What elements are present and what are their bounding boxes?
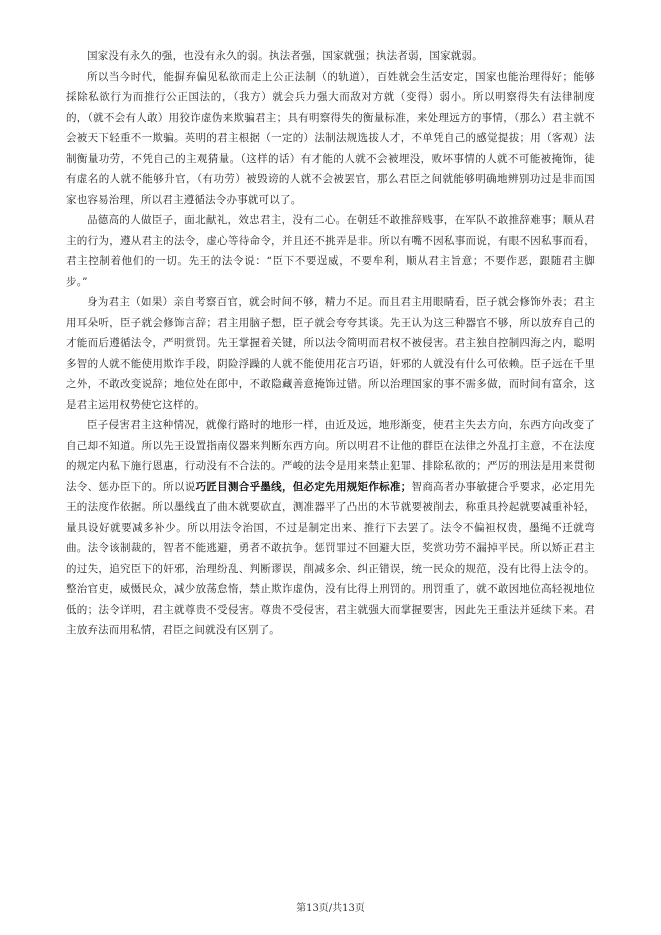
- paragraph-5-highlight: 巧匠目测合乎墨线，但必定先用规矩作标准；: [195, 480, 412, 493]
- paragraph-5: [66, 415, 595, 641]
- page-number-footer: 第13页/共13页: [296, 903, 365, 914]
- paragraph-2: 所以当今时代，能摒弃偏见私欲而走上公正法制（的轨道），百姓就会生活安定，国家也能治理得好；能够採除私欲行为而推行公正国法的，（我方）就会兵力强大而敌对方就（变得）弱小。所以明察得失有法律制度的，（就不会有人敢）用狡诈虚伪来欺骗君主；具有明察得失的衡量标准，来处理远方的事情，（那么）君主就不会被天下轻重不一欺骗。英明的君主根据（一定的）法制法规选拔人才，不单凭自己的感觉提拔；用（客观）法制衡量功劳，不凭自己的主观猜量。（这样的话）有才能的人就不会被埋没，败坏事情的人就不可能被掩饰，徒有虚名的人就不能够升官，（有功劳）被毁谤的人就不会被罢官，那么君臣之间就能够明确地辨别功过是非而国家也容易治理，所以君主遵循法令办事就可以了。: [66, 70, 595, 206]
- paragraph-5-text-before: 臣子侵害君主这种情况，就像行路时的地形一样，由近及远，地形渐变，使君主失去方向，东西方向改变了自己却不知道。所以先王设置指南仪器来判断东西方向。所以明君不让他的群臣在法律之外乱打主意，不在法度的规定内私下施行恩惠，行动没有不合法的。严峻的法令是用来禁止犯罪、排除私欲的；严厉的刑法是用来贯彻法令、惩办臣下的。所以说: [66, 419, 595, 493]
- paragraph-3: 品德高的人做臣子，面北献礼，效忠君主，没有二心。在朝廷不敢推辞贱事，在军队不敢推辞难事；顺从君主的行为，遵从君主的法令，虚心等待命令，并且还不挑弄是非。所以有嘴不因私事而说，有眼不因私事而看，君主控制着他们的一切。先王的法令说：“臣下不要逞威，不要牟利，顺从君主旨意；不要作恶，跟随君主脚步。”: [66, 214, 595, 288]
- paragraph-4: 身为君主（如果）亲自考察百官，就会时间不够，精力不足。而且君主用眼睛看，臣子就会修饰外表；君主用耳朵听，臣子就会修饰言辞；君主用脑子想，臣子就会夸夸其谈。先王认为这三种器官不够，所以放弃自己的才能而后遵循法令，严明赏罚。先王掌握着关键，所以法令简明而君权不被侵害。君主独自控制四海之内，聪明多智的人就不能使用欺诈手段，阴险浮躁的人就不能使用花言巧语，奸邪的人就没有什么可依赖。臣子远在千里之外，不敢改变说辞；地位处在郎中，不敢隐藏善意掩饰过错。所以治理国家的事不需多做，而时间有富余，这是君主运用权势使它这样的。: [66, 296, 595, 411]
- paragraph-1: 国家没有永久的强，也没有永久的弱。执法者强，国家就强；执法者弱，国家就弱。: [87, 50, 483, 62]
- paragraph-5-text-after: 智商高者办事敏捷合乎要求，必定用先王的法度作依据。所以墨线直了曲木就要砍直，测准器平了凸出的木节就要被削去，称重具拎起就要减重补轻，量具设好就要减多补少。所以用法令治国，不过是制定出来、推行下去罢了。法令不偏袒权贵，墨绳不迁就弯曲。法令该制裁的，智者不能逃避，勇者不敢抗争。惩罚罪过不回避大臣，奖赏功劳不漏掉平民。所以矫正君主的过失，追究臣下的奸邪，治理纷乱、判断谬误，削减多余、纠正错误，统一民众的规范，没有比得上法令的。整治官吏，威慑民众，减少放荡怠惰，禁止欺诈虚伪，没有比得上刑罚的。刑罚重了，就不敢因地位高轻视地位低的；法令详明，君主就尊贵不受侵害。尊贵不受侵害，君主就强大而掌握要害，因此先王重法并延续下来。君主放弃法而用私情，君臣之间就没有区别了。: [66, 480, 595, 636]
- document-body: [66, 46, 595, 641]
